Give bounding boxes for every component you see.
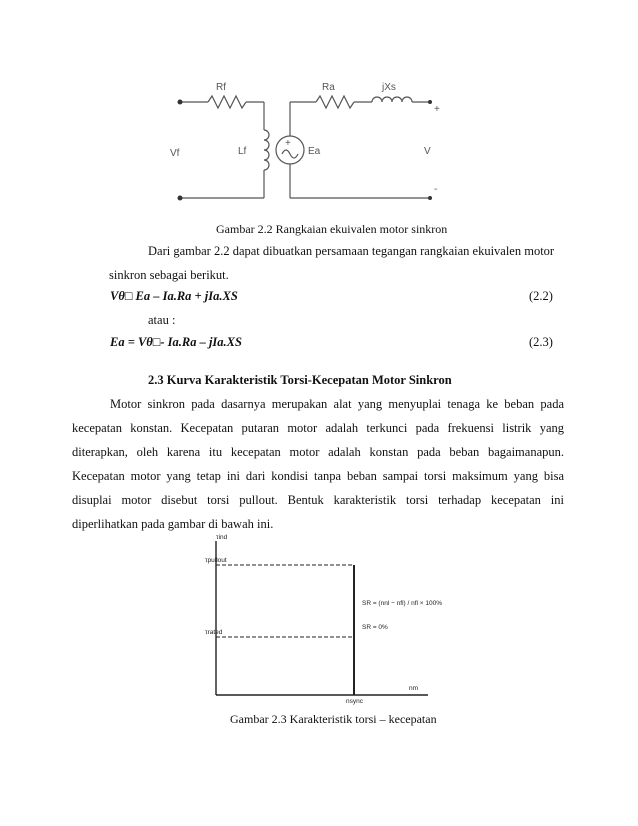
paragraph-line-3 [72, 445, 564, 460]
ea-label: Ea [308, 146, 321, 157]
equation-2-3: Ea = Vθ□- Ia.Ra – jIa.XS [110, 335, 242, 349]
equivalent-circuit-figure [168, 74, 462, 216]
torque-speed-figure [204, 533, 484, 705]
rf-label: Rf [216, 82, 226, 93]
figure-2-3-caption: Gambar 2.3 Karakteristik torsi – kecepatan [230, 712, 437, 726]
paragraph-line-2 [72, 421, 564, 436]
vf-label: Vf [170, 148, 180, 159]
n-sync-label: nsync [346, 698, 363, 705]
paragraph-line-1-text: Motor sinkron pada dasarnya merupakan alat yang menyuplai tenaga ke beban pada [110, 397, 564, 411]
paragraph-last-line: diperlihatkan pada gambar di bawah ini. [72, 517, 274, 531]
figure-2-2-caption: Gambar 2.2 Rangkaian ekuivalen motor sinkron [216, 222, 448, 236]
equation-2-2-number: (2.2) [529, 289, 553, 303]
paragraph-line-5-text: disuplai motor disebut torsi pullout. Bentuk karakteristik torsi terhadap kecepatan ini [72, 493, 564, 507]
n-m-label: nm [409, 685, 419, 692]
sr-zero: SR = 0% [362, 624, 388, 631]
jxs-label: jXs [382, 82, 396, 93]
plus-terminal-label: + [434, 104, 440, 115]
source-plus-label: + [285, 138, 291, 149]
intro-line-1: Dari gambar 2.2 dapat dibuatkan persamaan tegangan rangkaian ekuivalen motor [148, 244, 555, 258]
paragraph-line-4-text: Kecepatan motor yang tetap ini dari kondisi tanpa beban sampai torsi maksimum yang bisa [72, 469, 564, 483]
v-label: V [424, 146, 431, 157]
tau-pullout-label: τpullout [205, 557, 227, 564]
equation-2-2: Vθ□ Ea – Ia.Ra + jIa.XS [110, 289, 238, 303]
lf-label: Lf [238, 146, 247, 157]
sr-formula: SR = (nnl − nfl) / nfl × 100% [362, 600, 443, 607]
paragraph-line-1 [110, 397, 564, 412]
ra-label: Ra [322, 82, 335, 93]
equation-2-3-number: (2.3) [529, 335, 553, 349]
paragraph-line-4 [72, 469, 564, 484]
atau-label: atau : [148, 313, 176, 327]
paragraph-line-2-text: kecepatan konstan. Kecepatan putaran motor adalah terkunci pada frekuensi listrik yang [72, 421, 564, 435]
tau-ind-label: τind [216, 534, 228, 541]
section-heading: 2.3 Kurva Karakteristik Torsi-Kecepatan Motor Sinkron [148, 373, 452, 387]
tau-rated-label: τrated [205, 629, 223, 636]
intro-line-2: sinkron sebagai berikut. [109, 268, 229, 282]
paragraph-line-3-text: diterapkan, oleh karena itu kecepatan motor adalah konstan pada beban bagaimanapun. [72, 445, 564, 459]
paragraph-line-5 [72, 493, 564, 508]
minus-terminal-label: - [434, 184, 438, 195]
